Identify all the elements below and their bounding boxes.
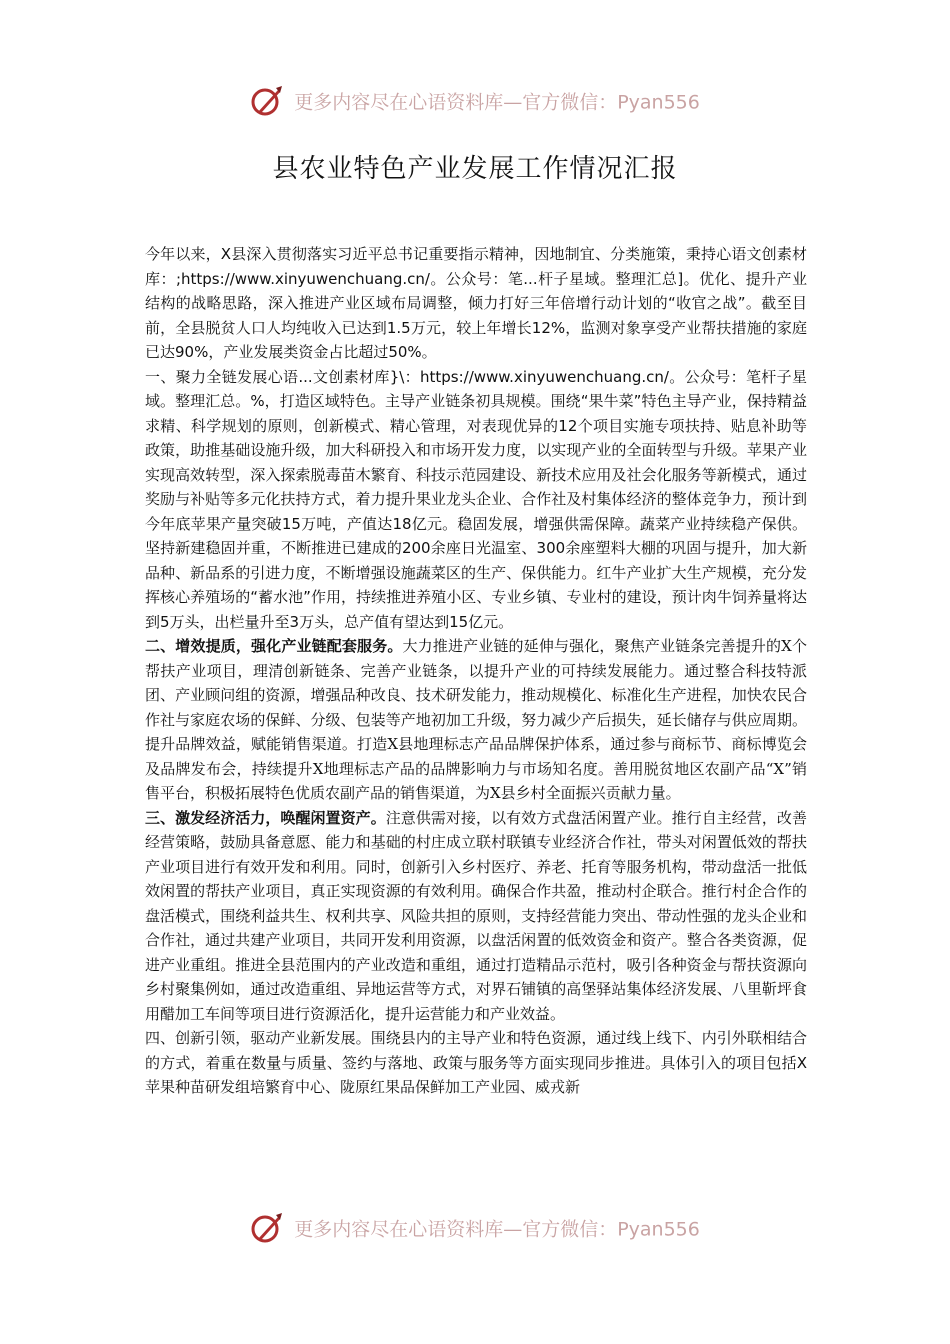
section-2-heading: 二、增效提质，强化产业链配套服务。 [145,637,403,655]
section-2-paragraph [145,634,807,806]
quill-pen-logo-icon [250,1211,284,1250]
section-4-paragraph: 四、创新引领，驱动产业新发展。围绕县内的主导产业和特色资源，通过线上线下、内引外联相结合的方式，着重在数量与质量、签约与落地、政策与服务等方面实现同步推进。具体引入的项目包括X苹果种苗研发组培繁育中心、陇原红果品保鲜加工产业园、威戎新 [145,1029,807,1096]
intro-paragraph: 今年以来，X县深入贯彻落实习近平总书记重要指示精神，因地制宜、分类施策，秉持心语文创素材库：;https://www.xinyuwenchuang.cn/。公众号：笔...杆子星域。整理汇总]。优化、提升产业结构的战略思路，深入推进产业区域布局调整，倾力打好三年倍增行动计划的“收官之战”。截至目前，全县脱贫人口人均纯收入已达到1.5万元，较上年增长12%，监测对象享受产业帮扶措施的家庭已达90%，产业发展类资金占比超过50%。 [145,245,807,361]
banner-text: 更多内容尽在心语资料库—官方微信： [294,91,618,114]
header-banner [0,84,950,123]
footer-banner [0,1211,950,1250]
document-body [145,242,807,1100]
section-3-heading: 三、激发经济活力，唤醒闲置资产。 [145,808,386,827]
banner-wechat-id: Pyan556 [617,91,700,114]
section-3-paragraph [145,806,807,1027]
banner-text: 更多内容尽在心语资料库—官方微信： [294,1218,618,1241]
section-1-paragraph: 一、聚力全链发展心语...文创素材库}\：https://www.xinyuwenchuang.cn/。公众号：笔杆子星域。整理汇总。%，打造区域特色。主导产业链条初具规模。围绕“果牛菜”特色主导产业，保持精益求精、科学规划的原则，创新模式、精心管理，对表现优异的12个项目实施专项扶持、贴息补助等政策，助推基础设施升级，加大科研投入和市场开发力度，以实现产业的全面转型与升级。苹果产业实现高效转型，深入探索脱毒苗木繁育、科技示范园建设、新技术应用及社会化服务等新模式，通过奖励与补贴等多元化扶持方式，着力提升果业龙头企业、合作社及村集体经济的整体竞争力，预计到今年底苹果产量突破15万吨，产值达18亿元。稳固发展，增强供需保障。蔬菜产业持续稳产保供。坚持新建稳固并重，不断推进已建成的200余座日光温室、300余座塑料大棚的巩固与提升，加大新品种、新品系的引进力度，不断增强设施蔬菜区的生产、保供能力。红牛产业扩大生产规模，充分发挥核心养殖场的“蓄水池”作用，持续推进养殖小区、专业乡镇、专业村的建设，预计肉牛饲养量将达到5万头，出栏量升至3万头，总产值有望达到15亿元。 [145,367,807,631]
section-3-body: 注意供需对接，以有效方式盘活闲置产业。推行自主经营，改善经营策略，鼓励具备意愿、能力和基础的村庄成立联村联镇专业经济合作社，带头对闲置低效的帮扶产业项目进行有效开发和利用。同时，创新引入乡村医疗、养老、托育等服务机构，带动盘活一批低效闲置的帮扶产业项目，真正实现资源的有效利用。确保合作共盈，推动村企联合。推行村企合作的盘活模式，围绕利益共生、权利共享、风险共担的原则，支持经营能力突出、带动性强的龙头企业和合作社，通过共建产业项目，共同开发利用资源，以盘活闲置的低效资金和资产。整合各类资源，促进产业重组。推进全县范围内的产业改造和重组，通过打造精品示范村，吸引各种资金与帮扶资源向乡村聚集例如，通过改造重组、异地运营等方式，对界石铺镇的高堡驿站集体经济发展、八里靳坪食用醋加工车间等项目进行资源活化，提升运营能力和产业效益。 [145,808,807,1023]
quill-pen-logo-icon [250,84,284,123]
banner-wechat-id: Pyan556 [617,1218,700,1241]
section-2-body: 大力推进产业链的延伸与强化，聚焦产业链条完善提升的X个帮扶产业项目，理清创新链条、完善产业链条，以提升产业的可持续发展能力。通过整合科技特派团、产业顾问组的资源，增强品种改良、技术研发能力，推动规模化、标准化生产进程，加快农民合作社与家庭农场的保鲜、分级、包装等产地初加工升级，努力减少产后损失，延长储存与供应周期。提升品牌效益，赋能销售渠道。打造X县地理标志产品品牌保护体系，通过参与商标节、商标博览会及品牌发布会，持续提升X地理标志产品的品牌影响力与市场知名度。善用脱贫地区农副产品“X”销售平台，积极拓展特色优质农副产品的销售渠道，为X县乡村全面振兴贡献力量。 [145,637,807,802]
document-title: 县农业特色产业发展工作情况汇报 [272,154,678,184]
